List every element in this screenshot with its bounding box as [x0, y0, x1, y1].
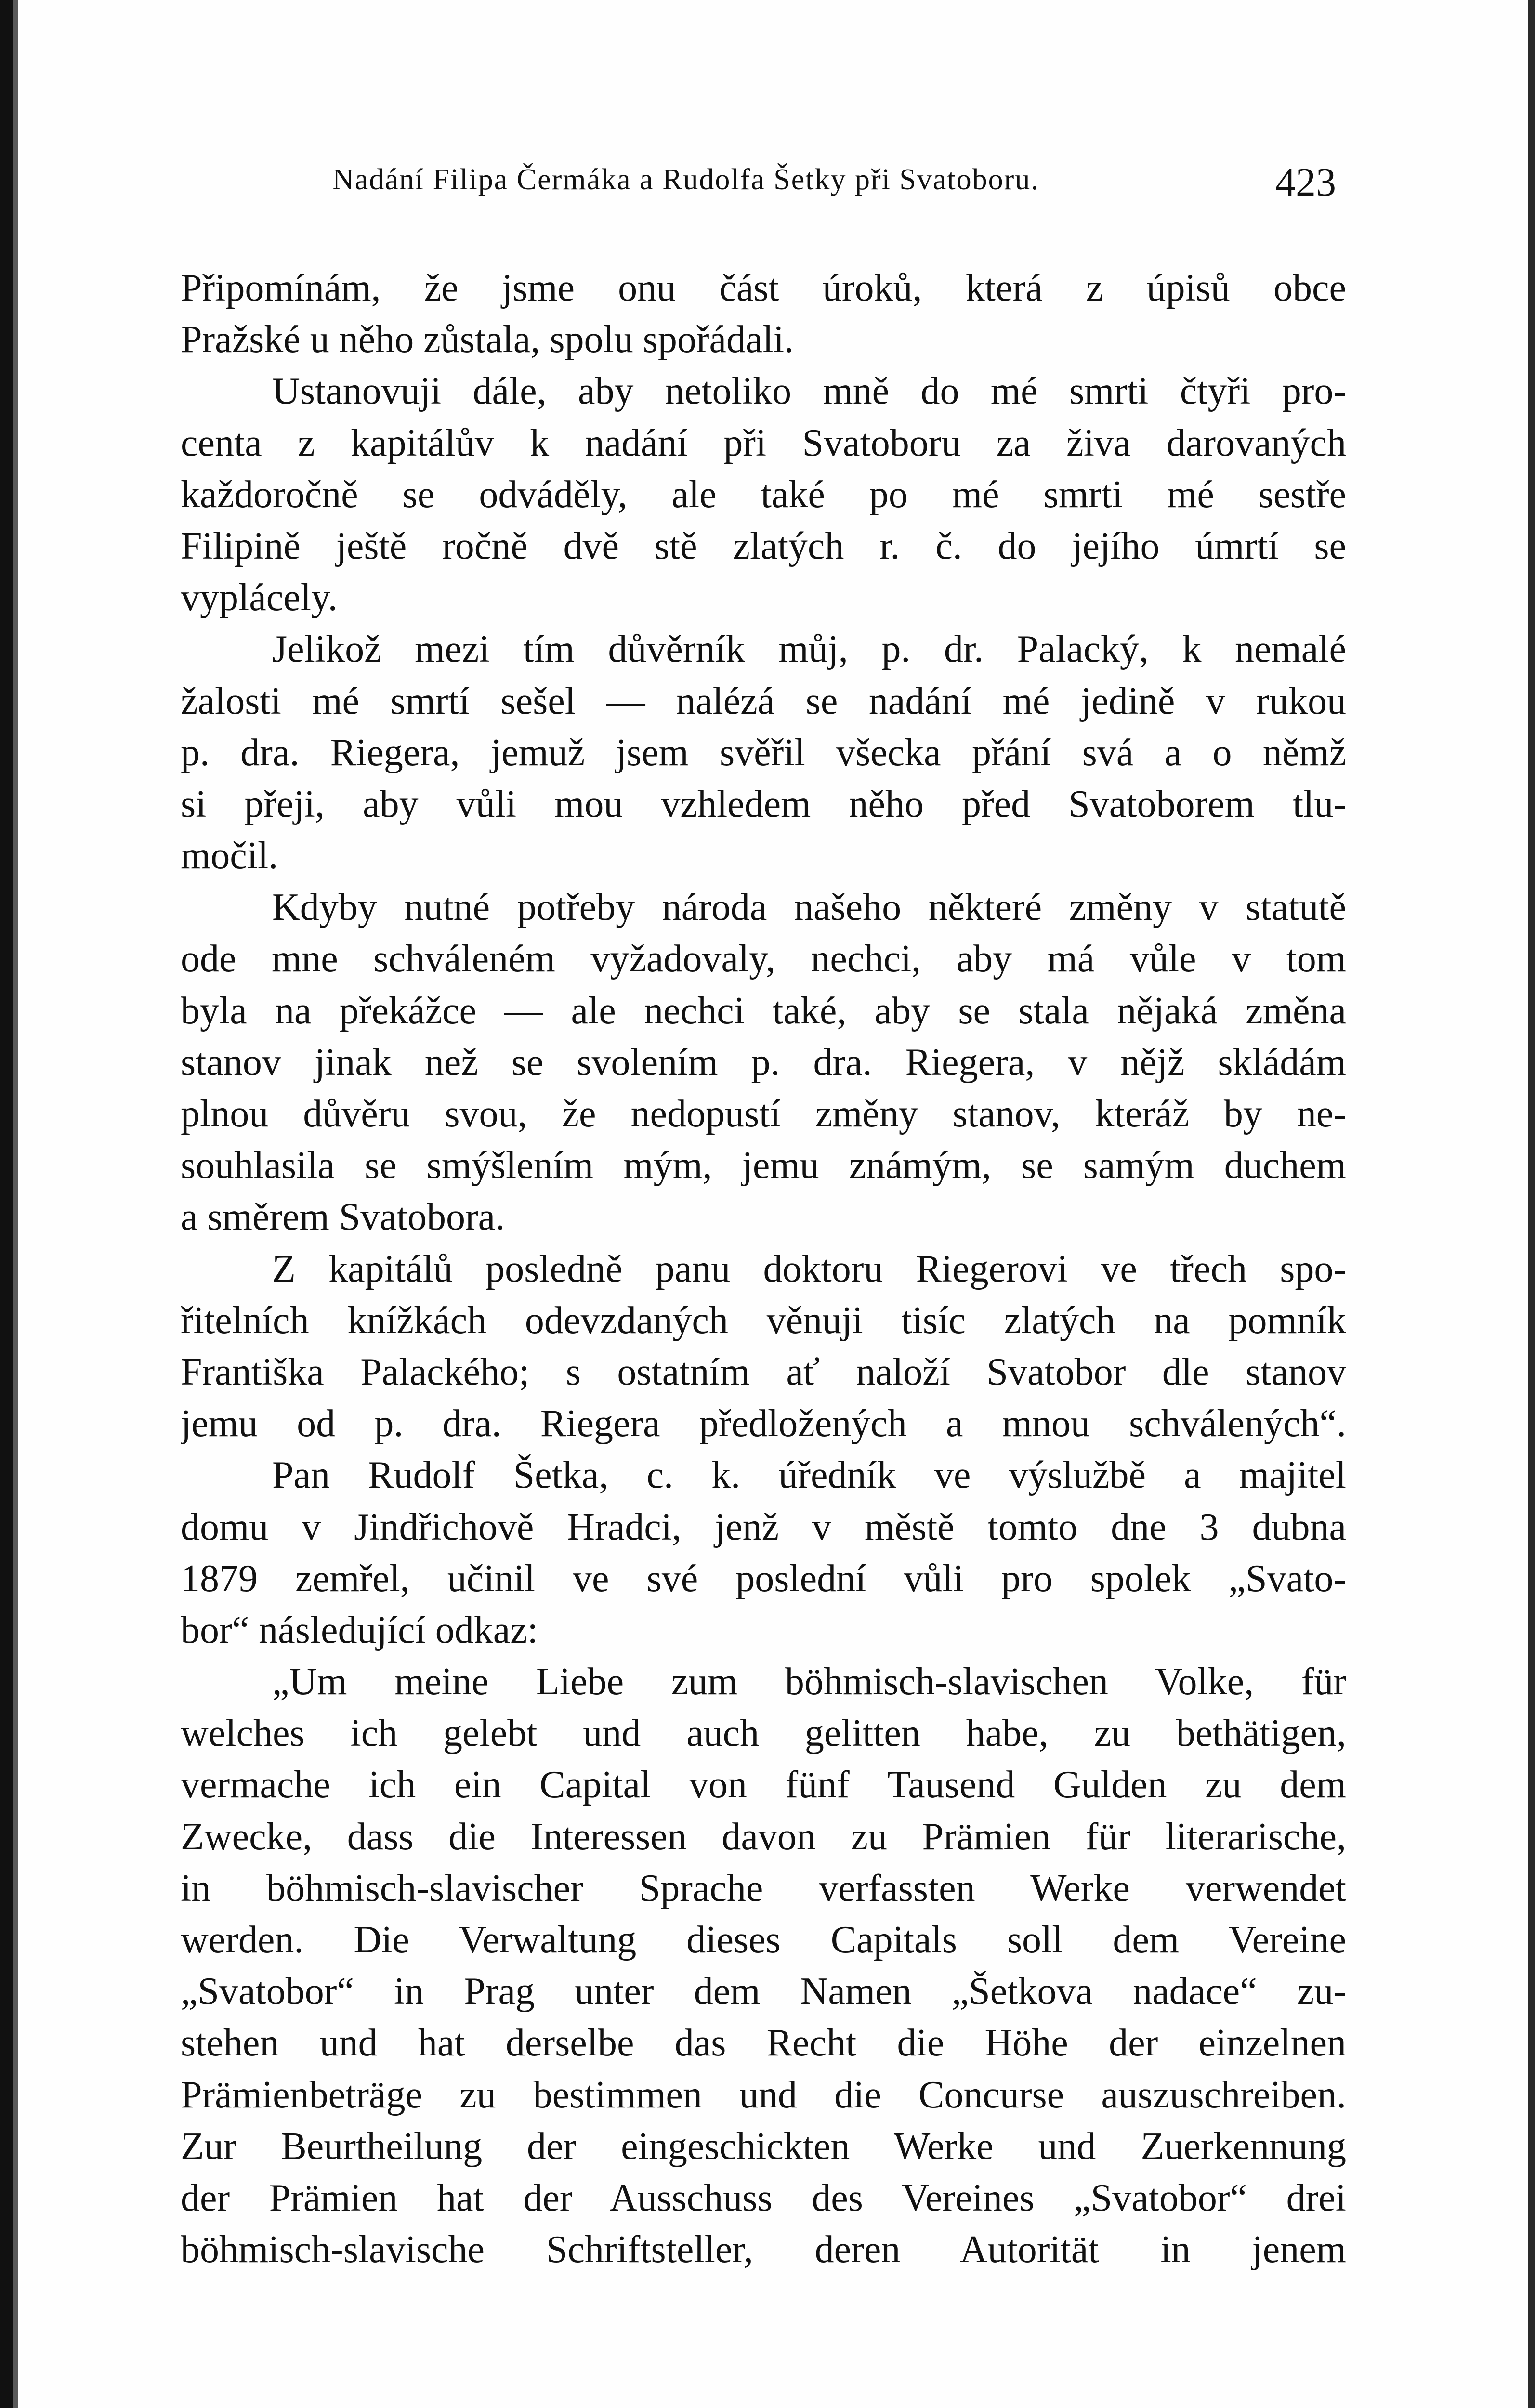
text-line: souhlasila se smýšlením mým, jemu známým, se samým duchem [181, 1144, 1346, 1187]
text-line: ode mne schváleném vyžadovaly, nechci, aby má vůle v tom [181, 938, 1346, 981]
text-line: a směrem Svatobora. [181, 1196, 505, 1239]
text-line: p. dra. Riegera, jemuž jsem svěřil všecka přání svá a o němž [181, 731, 1346, 774]
text-line: Pražské u něho zůstala, spolu spořádali. [181, 318, 794, 361]
body-text [181, 262, 1346, 2276]
text-line: vermache ich ein Capital von fünf Tausend Gulden zu dem [181, 1764, 1346, 1806]
text-line: Zur Beurtheilung der eingeschickten Werke und Zuerkennung [181, 2125, 1346, 2168]
text-line: Z kapitálů posledně panu doktoru Riegerovi ve třech spo- [272, 1247, 1346, 1290]
text-line: Filipině ještě ročně dvě stě zlatých r. č. do jejího úmrtí se [181, 524, 1346, 567]
text-line: bor“ následující odkaz: [181, 1609, 538, 1651]
text-line: böhmisch-slavische Schriftsteller, deren Autorität in jenem [181, 2228, 1346, 2271]
text-line: Františka Palackého; s ostatním ať naloží Svatobor dle stanov [181, 1350, 1346, 1393]
text-line: Prämienbeträge zu bestimmen und die Concurse auszuschreiben. [181, 2073, 1346, 2116]
text-line: si přeji, aby vůli mou vzhledem něho před Svatoborem tlu- [181, 783, 1346, 825]
text-line: in böhmisch-slavischer Sprache verfassten Werke verwendet [181, 1867, 1346, 1910]
text-line: Pan Rudolf Šetka, c. k. úředník ve výslužbě a majitel [272, 1454, 1346, 1497]
text-line: centa z kapitálův k nadání při Svatoboru za živa darovaných [181, 421, 1346, 464]
page-number: 423 [1275, 160, 1336, 205]
text-line: jemu od p. dra. Riegera předložených a mnou schválených“. [181, 1402, 1346, 1445]
text-line: „Svatobor“ in Prag unter dem Namen „Šetkova nadace“ zu- [181, 1970, 1346, 2013]
text-line: der Prämien hat der Ausschuss des Vereines „Svatobor“ drei [181, 2176, 1346, 2219]
text-line: plnou důvěru svou, že nedopustí změny stanov, kteráž by ne- [181, 1093, 1346, 1135]
book-gutter [13, 0, 18, 2408]
text-line: stanov jinak než se svolením p. dra. Riegera, v nějž skládám [181, 1041, 1346, 1084]
text-line: Ustanovuji dále, aby netoliko mně do mé smrti čtyři pro- [272, 370, 1346, 413]
text-line: řitelních knížkách odevzdaných věnuji tisíc zlatých na pomník [181, 1299, 1346, 1342]
text-line: Zwecke, dass die Interessen davon zu Prämien für literarische, [181, 1815, 1346, 1858]
text-line: žalosti mé smrtí sešel — nalézá se nadání mé jedině v rukou [181, 680, 1346, 722]
text-line: Připomínám, že jsme onu část úroků, která z úpisů obce [181, 267, 1346, 309]
text-line: 1879 zemřel, učinil ve své poslední vůli pro spolek „Svato- [181, 1557, 1346, 1600]
page-edge [1528, 0, 1535, 2408]
book-spine-shadow [0, 0, 13, 2408]
text-line: welches ich gelebt und auch gelitten habe, zu bethätigen, [181, 1712, 1346, 1755]
text-line: byla na překážce — ale nechci také, aby se stala nějaká změna [181, 989, 1346, 1032]
text-line: každoročně se odváděly, ale také po mé smrti mé sestře [181, 473, 1346, 516]
text-line: stehen und hat derselbe das Recht die Höhe der einzelnen [181, 2022, 1346, 2065]
text-line: Jelikož mezi tím důvěrník můj, p. dr. Palacký, k nemalé [272, 628, 1346, 671]
running-title: Nadání Filipa Čermáka a Rudolfa Šetky při Svatoboru. [332, 163, 1039, 196]
text-line: vyplácely. [181, 576, 338, 619]
text-line: Kdyby nutné potřeby národa našeho některé změny v statutě [272, 886, 1346, 929]
text-line: domu v Jindřichově Hradci, jenž v městě tomto dne 3 dubna [181, 1505, 1346, 1548]
text-line: „Um meine Liebe zum böhmisch-slavischen Volke, für [272, 1661, 1346, 1703]
text-line: werden. Die Verwaltung dieses Capitals soll dem Vereine [181, 1919, 1346, 1961]
text-line: močil. [181, 835, 278, 877]
